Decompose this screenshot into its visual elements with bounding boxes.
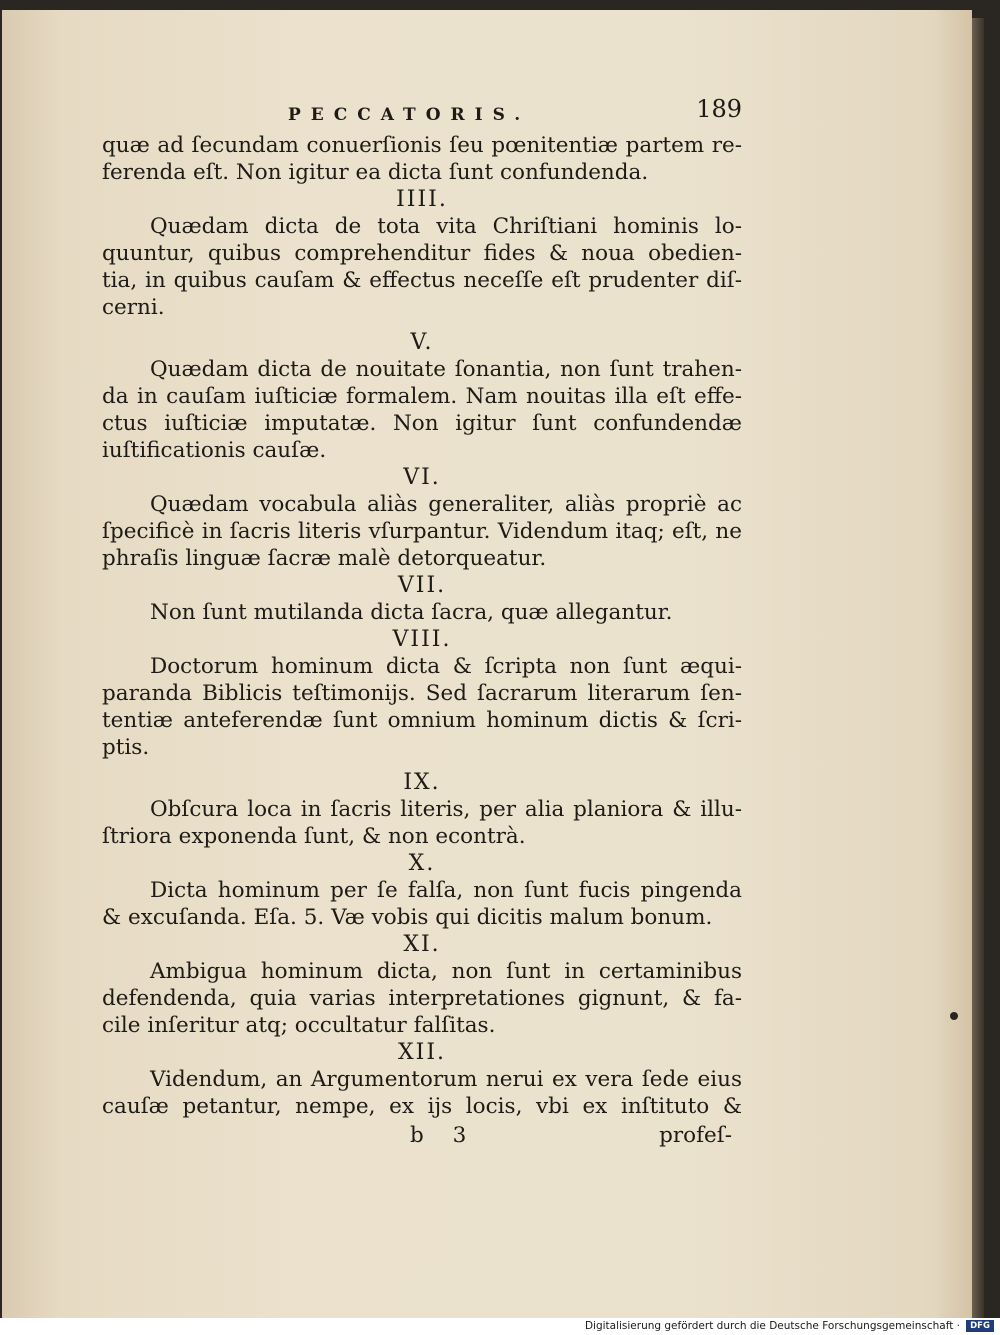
text-line: cile inſeritur atq; occultatur falſitas.: [102, 1013, 496, 1038]
running-title: PECCATORIS.: [288, 105, 531, 125]
text-line: ferenda eſt. Non igitur ea dicta ſunt confundenda.: [102, 160, 649, 185]
credit-text: Digitalisierung gefördert durch die Deutsche Forschungsgemeinschaft ·: [584, 1320, 960, 1332]
signature-mark: b 3: [410, 1123, 467, 1148]
section-numeral: VIII.: [392, 627, 452, 652]
text-line: & excuſanda. Eſa. 5. Væ vobis qui dicitis malum bonum.: [102, 905, 713, 930]
text-line: Dicta hominum per ſe falſa, non ſunt fucis pingenda: [150, 878, 742, 903]
text-line: Quædam vocabula aliàs generaliter, aliàs propriè ac: [150, 492, 742, 517]
text-line: ctus iuſticiæ imputatæ. Non igitur ſunt confundendæ: [102, 411, 742, 436]
page-number: 189: [696, 95, 742, 123]
section-numeral: IX.: [403, 770, 441, 795]
dfg-logo-icon: DFG: [966, 1320, 994, 1332]
section-paragraph: [102, 356, 742, 464]
section-numeral: VI.: [403, 465, 441, 490]
spacer: [102, 761, 742, 769]
text-line: paranda Biblicis teſtimonijs. Sed ſacrarum literarum ſen-: [102, 681, 742, 706]
spacer: [102, 321, 742, 329]
ink-speck: [950, 1012, 958, 1020]
opening-paragraph: [102, 132, 742, 186]
section-paragraph: [102, 653, 742, 761]
section-paragraph: [102, 213, 742, 321]
text-line: ſtriora exponenda ſunt, & non econtrà.: [102, 824, 526, 849]
section-paragraph: [102, 796, 742, 850]
section-numeral: V.: [410, 330, 434, 355]
running-head: [102, 96, 742, 130]
text-line: defendenda, quia varias interpretationes gignunt, & fa-: [102, 986, 742, 1011]
section-numeral: XI.: [403, 932, 441, 957]
text-line: da in cauſam iuſticiæ formalem. Nam nouitas illa eſt effe-: [102, 384, 742, 409]
digitization-credit-bar: [0, 1318, 1000, 1335]
text-line: Quædam dicta de tota vita Chriſtiani hominis lo-: [150, 214, 742, 239]
page-text-block: [102, 96, 742, 1152]
section-numeral: IIII.: [396, 187, 448, 212]
section-numeral: XII.: [397, 1040, 447, 1065]
page-footer-line: [102, 1122, 742, 1152]
text-line: Ambigua hominum dicta, non ſunt in certaminibus: [150, 959, 742, 984]
text-line: tentiæ anteferendæ ſunt omnium hominum dictis & ſcri-: [102, 708, 742, 733]
section-paragraph: [102, 958, 742, 1039]
page-edge-shadow: [972, 18, 984, 1318]
text-line: ſpecificè in ſacris literis vſurpantur. Videndum itaq; eſt, ne: [102, 519, 742, 544]
text-line: iuſtificationis cauſæ.: [102, 438, 327, 463]
section-numeral: VII.: [397, 573, 447, 598]
text-line: quuntur, quibus comprehenditur fides & noua obedien-: [102, 241, 742, 266]
text-line: Obſcura loca in ſacris literis, per alia planiora & illu-: [150, 797, 742, 822]
book-page: [2, 10, 972, 1318]
text-line: Quædam dicta de nouitate ſonantia, non ſunt trahen-: [150, 357, 742, 382]
text-line: tia, in quibus cauſam & effectus neceſſe eſt prudenter diſ-: [102, 268, 742, 293]
text-line: Non ſunt mutilanda dicta ſacra, quæ allegantur.: [150, 600, 673, 625]
text-line: quæ ad ſecundam conuerſionis ſeu pœnitentiæ partem re-: [102, 133, 742, 158]
catchword: profeſ-: [659, 1123, 732, 1148]
text-line: cauſæ petantur, nempe, ex ijs locis, vbi ex inſtituto &: [102, 1094, 742, 1119]
section-paragraph: [102, 599, 742, 626]
section-numeral: X.: [408, 851, 436, 876]
text-line: cerni.: [102, 295, 165, 320]
section-paragraph: [102, 1066, 742, 1120]
text-line: ptis.: [102, 735, 150, 760]
text-line: Videndum, an Argumentorum nerui ex vera ſede eius: [150, 1067, 742, 1092]
text-line: phraſis linguæ ſacræ malè detorqueatur.: [102, 546, 547, 571]
section-paragraph: [102, 877, 742, 931]
section-paragraph: [102, 491, 742, 572]
text-line: Doctorum hominum dicta & ſcripta non ſunt æqui-: [150, 654, 742, 679]
